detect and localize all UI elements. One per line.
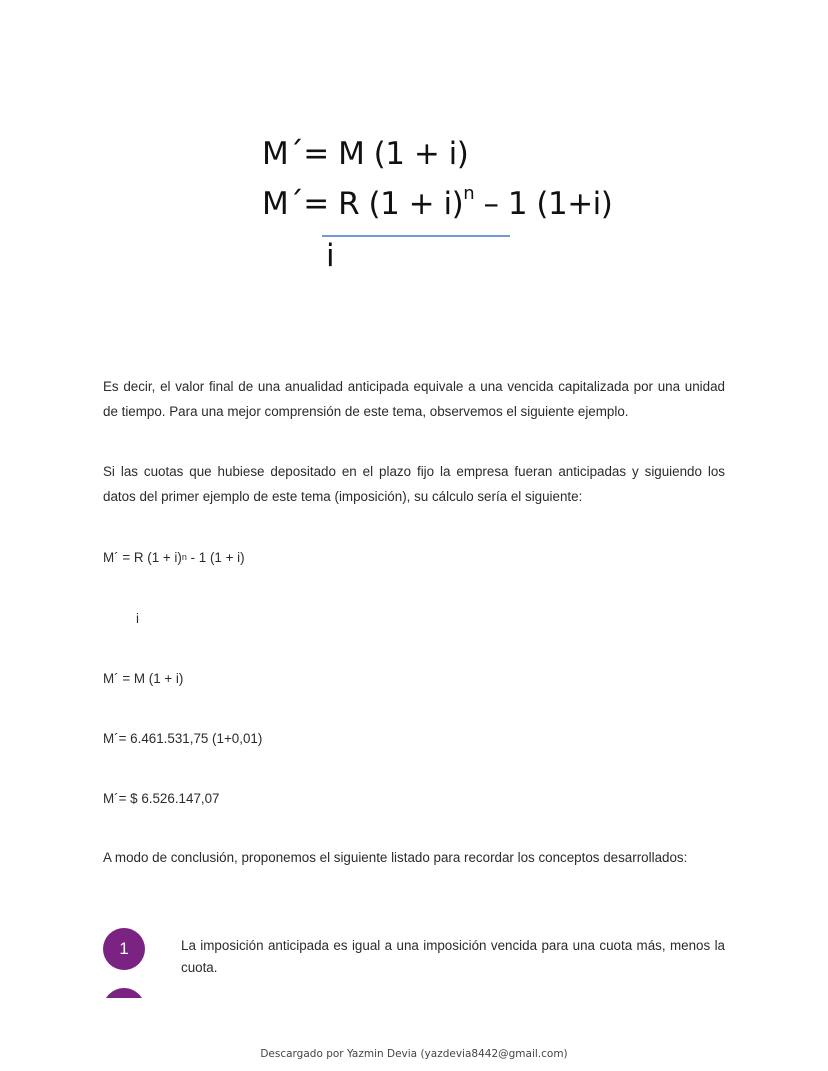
calc-denominator: i xyxy=(136,611,139,626)
list-number-badge xyxy=(103,928,145,970)
download-footer: Descargado por Yazmin Devia (yazdevia8442@gmail.com) xyxy=(260,1048,568,1060)
calc-line-substitution: M´= 6.461.531,75 (1+0,01) xyxy=(103,731,263,746)
formula-line-1-text: M´= M (1 + i) xyxy=(262,136,469,172)
paragraph-explanation: Es decir, el valor final de una anualidad anticipada equivale a una vencida capitalizada por una unidad de tiempo. Para una mejor comprensión de este tema, observemos el siguiente ejemplo. xyxy=(103,379,725,419)
calc-formula-start: M´ = R (1 + i) xyxy=(103,550,182,565)
calc-line-result: M´= $ 6.526.147,07 xyxy=(103,791,220,806)
formula-line-2 xyxy=(262,182,613,222)
calc-formula-line xyxy=(103,550,245,565)
concept-list xyxy=(0,900,828,998)
formula-line-2-end: – 1 (1+i) xyxy=(474,186,613,222)
formula-denominator: i xyxy=(326,238,335,274)
list-number: 1 xyxy=(119,939,129,958)
calc-exponent: n xyxy=(181,552,187,562)
list-item-text: La imposición anticipada es igual a una imposición vencida para una cuota más, menos la cuota. xyxy=(181,938,725,975)
formula-line-2-start: M´= R (1 + i) xyxy=(262,186,464,222)
calc-line-simplified: M´ = M (1 + i) xyxy=(103,671,184,686)
conclusion-text: A modo de conclusión, proponemos el siguiente listado para recordar los conceptos desarrollados: xyxy=(103,850,688,865)
formula-exponent: n xyxy=(463,182,475,204)
list-number-badge-next xyxy=(103,988,145,998)
formula-line-1 xyxy=(262,136,468,172)
calc-formula-end: - 1 (1 + i) xyxy=(186,550,245,565)
paragraph-example: Si las cuotas que hubiese depositado en el plazo fijo la empresa fueran anticipadas y siguiendo los datos del primer ejemplo de este tema (imposición), su cálculo sería el siguiente: xyxy=(103,464,725,504)
fraction-bar xyxy=(322,235,510,237)
